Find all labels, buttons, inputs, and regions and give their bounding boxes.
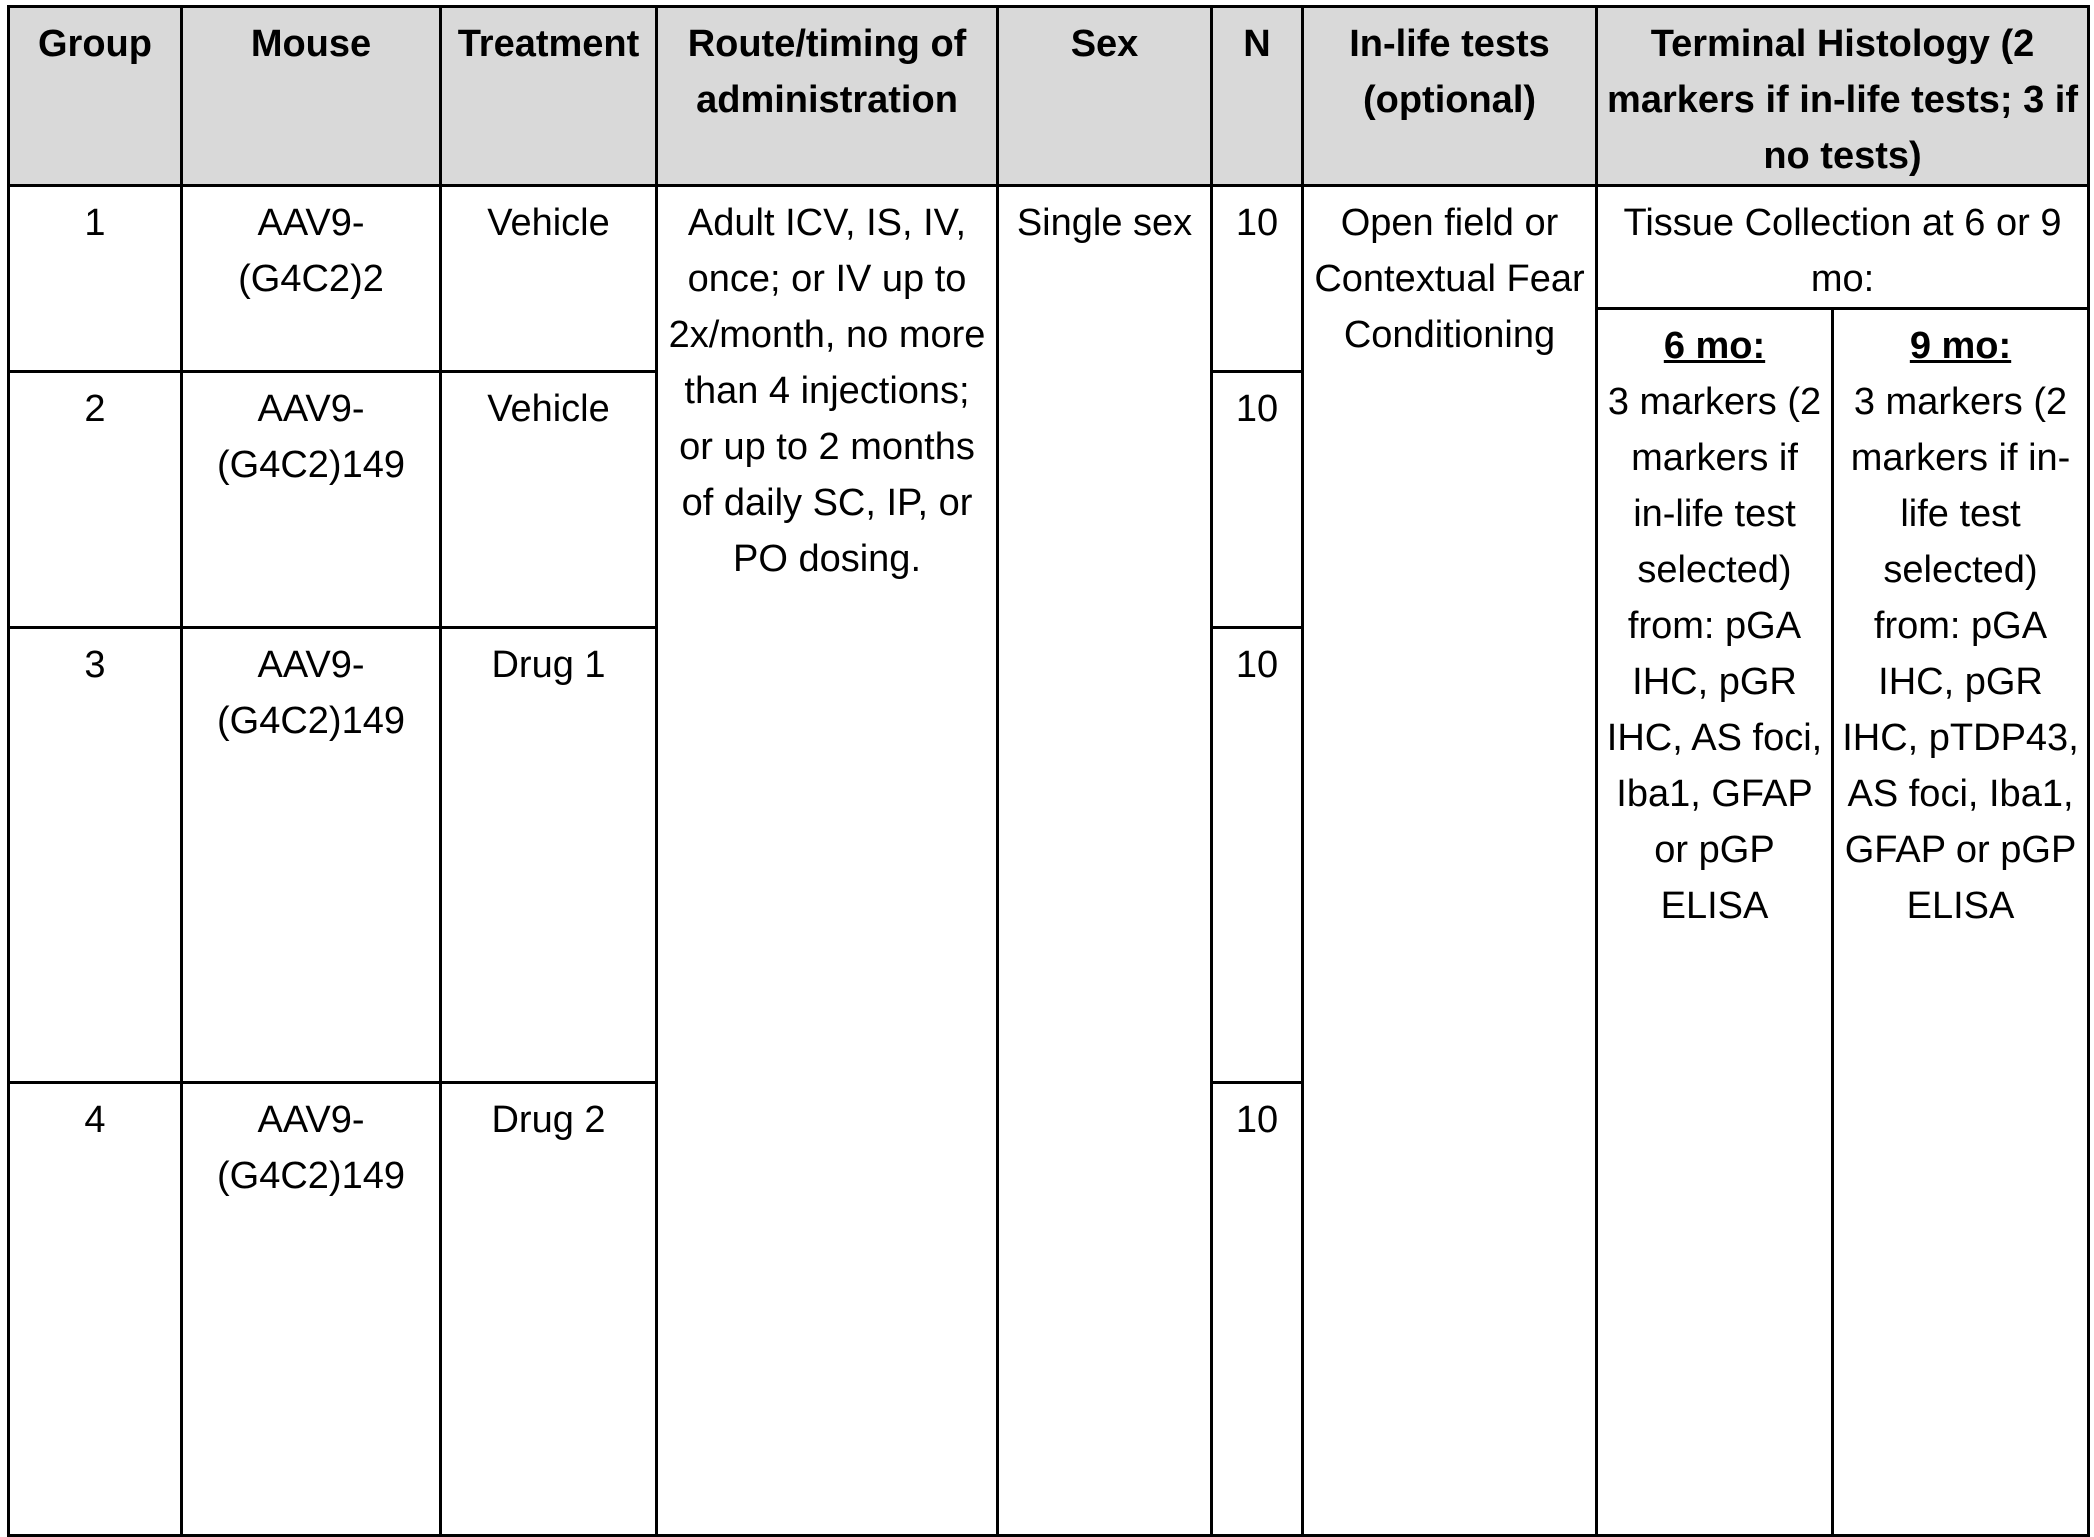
six-month-text: 3 markers (2 markers if in-life test selected) from: pGA IHC, pGR IHC, AS foci, Iba1, GFAP or pGP ELISA bbox=[1606, 381, 1823, 927]
nine-month-title: 9 mo: bbox=[1909, 325, 2012, 367]
group-cell: 2 bbox=[9, 372, 182, 628]
inlife-cell: Open field or Contextual Fear Conditioning bbox=[1303, 186, 1597, 1536]
header-n: N bbox=[1212, 7, 1303, 186]
treatment-cell: Vehicle bbox=[441, 372, 657, 628]
nine-month-text: 3 markers (2 markers if in-life test selected) from: pGA IHC, pGR IHC, pTDP43, AS foci, Iba1, GFAP or pGP ELISA bbox=[1842, 381, 2079, 927]
sex-cell: Single sex bbox=[998, 186, 1212, 1536]
n-cell: 10 bbox=[1212, 1083, 1303, 1536]
header-group: Group bbox=[9, 7, 182, 186]
treatment-cell: Drug 2 bbox=[441, 1083, 657, 1536]
header-inlife: In-life tests (optional) bbox=[1303, 7, 1597, 186]
study-design-table bbox=[7, 5, 2090, 1537]
six-month-title: 6 mo: bbox=[1663, 325, 1766, 367]
group-cell: 4 bbox=[9, 1083, 182, 1536]
mouse-cell: AAV9-(G4C2)2 bbox=[182, 186, 441, 372]
header-treatment: Treatment bbox=[441, 7, 657, 186]
group-cell: 1 bbox=[9, 186, 182, 372]
collection-cell: Tissue Collection at 6 or 9 mo: bbox=[1597, 186, 2089, 309]
header-route: Route/timing of administration bbox=[657, 7, 998, 186]
mouse-cell: AAV9-(G4C2)149 bbox=[182, 372, 441, 628]
treatment-cell: Vehicle bbox=[441, 186, 657, 372]
group-cell: 3 bbox=[9, 628, 182, 1083]
treatment-cell: Drug 1 bbox=[441, 628, 657, 1083]
header-mouse: Mouse bbox=[182, 7, 441, 186]
n-cell: 10 bbox=[1212, 372, 1303, 628]
six-month-cell bbox=[1597, 309, 1833, 1536]
n-cell: 10 bbox=[1212, 186, 1303, 372]
table-row bbox=[9, 186, 2089, 309]
mouse-cell: AAV9-(G4C2)149 bbox=[182, 1083, 441, 1536]
header-sex: Sex bbox=[998, 7, 1212, 186]
header-row bbox=[9, 7, 2089, 186]
mouse-cell: AAV9-(G4C2)149 bbox=[182, 628, 441, 1083]
n-cell: 10 bbox=[1212, 628, 1303, 1083]
header-histology: Terminal Histology (2 markers if in-life tests; 3 if no tests) bbox=[1597, 7, 2089, 186]
route-cell: Adult ICV, IS, IV, once; or IV up to 2x/month, no more than 4 injections; or up to 2 months of daily SC, IP, or PO dosing. bbox=[657, 186, 998, 1536]
nine-month-cell bbox=[1833, 309, 2089, 1536]
